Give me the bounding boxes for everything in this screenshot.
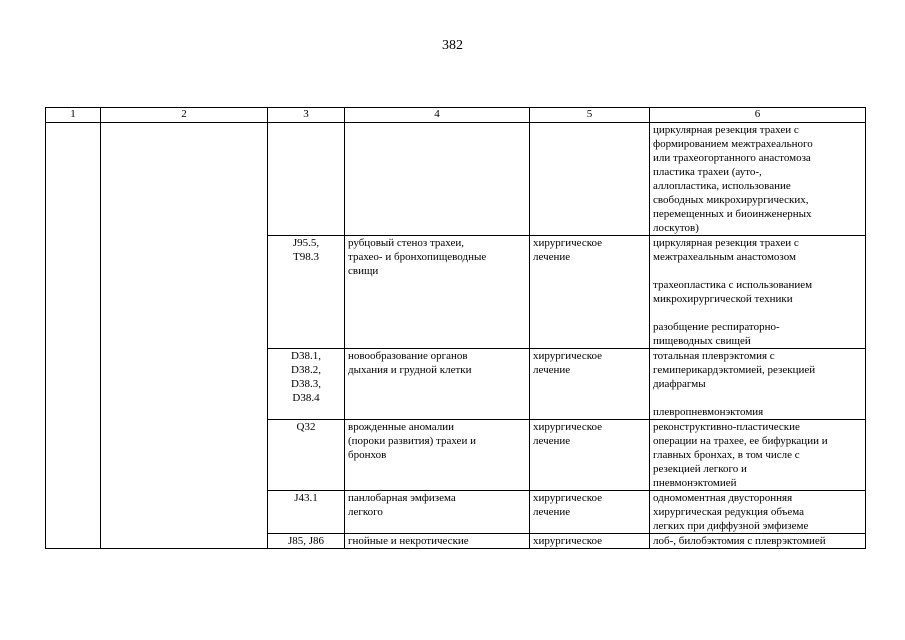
cell-text-line: лечение bbox=[533, 435, 571, 447]
cell-text-line: циркулярная резекция трахеи с bbox=[653, 237, 799, 249]
col-2-cell bbox=[101, 123, 268, 549]
column-header: 1 bbox=[46, 108, 101, 123]
cell-text-line: трахеопластика с использованием bbox=[653, 279, 813, 291]
diagnosis-cell bbox=[345, 236, 530, 349]
column-header: 3 bbox=[268, 108, 345, 123]
icd-code-cell bbox=[268, 123, 345, 236]
diagnosis-cell bbox=[345, 349, 530, 420]
method-paragraph bbox=[653, 491, 862, 533]
cell-text-line: формированием межтрахеального bbox=[653, 138, 813, 150]
paragraph-gap bbox=[653, 391, 862, 405]
cell-text-line: реконструктивно-пластические bbox=[653, 421, 800, 433]
method-paragraph bbox=[653, 123, 862, 235]
cell-text-line: аллопластика, использование bbox=[653, 180, 791, 192]
method-paragraph bbox=[653, 236, 862, 264]
cell-text-line: хирургическое bbox=[533, 535, 603, 547]
paragraph-gap bbox=[653, 264, 862, 278]
treatment-method-cell bbox=[650, 420, 866, 491]
cell-text-line: D38.2, bbox=[291, 364, 321, 376]
icd-code-cell bbox=[268, 491, 345, 534]
icd-code-cell bbox=[268, 420, 345, 491]
cell-text-line: легкого bbox=[348, 506, 383, 518]
cell-text-line: тотальная плеврэктомия с bbox=[653, 350, 775, 362]
cell-text-line: хирургическое bbox=[533, 492, 603, 504]
cell-text-line: одномоментная двусторонняя bbox=[653, 492, 793, 504]
cell-text-line: рубцовый стеноз трахеи, bbox=[348, 237, 465, 249]
icd-code-cell bbox=[268, 534, 345, 549]
cell-text-line: J43.1 bbox=[294, 492, 318, 504]
cell-text-line: лечение bbox=[533, 364, 571, 376]
cell-text-line: главных бронхах, в том числе с bbox=[653, 449, 800, 461]
cell-text-line: свободных микрохирургических, bbox=[653, 194, 809, 206]
cell-text-line: J95.5, bbox=[292, 237, 320, 249]
treatment-method-cell bbox=[650, 534, 866, 549]
cell-text-line: панлобарная эмфизема bbox=[348, 492, 456, 504]
method-paragraph bbox=[653, 420, 862, 490]
cell-text-line: лоб-, билобэктомия с плеврэктомией bbox=[653, 535, 826, 547]
cell-text-line: свищи bbox=[348, 265, 379, 277]
cell-text-line: лечение bbox=[533, 251, 571, 263]
col-1-cell bbox=[46, 123, 101, 549]
cell-text-line: Q32 bbox=[296, 421, 316, 433]
cell-text-line: T98.3 bbox=[293, 251, 319, 263]
cell-text-line: хирургическое bbox=[533, 421, 603, 433]
treatment-method-cell bbox=[650, 236, 866, 349]
column-header: 6 bbox=[650, 108, 866, 123]
cell-text-line: лечение bbox=[533, 506, 571, 518]
cell-text-line: новообразование органов bbox=[348, 350, 468, 362]
cell-text-line: плевропневмонэктомия bbox=[653, 406, 764, 418]
medical-procedures-table bbox=[45, 107, 866, 549]
column-header: 4 bbox=[345, 108, 530, 123]
column-header: 2 bbox=[101, 108, 268, 123]
cell-text-line: или трахеогортанного анастомоза bbox=[653, 152, 811, 164]
cell-text-line: резекцией легкого и bbox=[653, 463, 747, 475]
cell-text-line: пищеводных свищей bbox=[653, 335, 751, 347]
icd-code-cell bbox=[268, 236, 345, 349]
diagnosis-cell bbox=[345, 534, 530, 549]
treatment-type-cell bbox=[530, 420, 650, 491]
method-paragraph bbox=[653, 534, 862, 548]
icd-code-cell bbox=[268, 349, 345, 420]
treatment-method-cell bbox=[650, 349, 866, 420]
cell-text-line: хирургическое bbox=[533, 350, 603, 362]
diagnosis-cell bbox=[345, 123, 530, 236]
cell-text-line: диафрагмы bbox=[653, 378, 706, 390]
paragraph-gap bbox=[653, 306, 862, 320]
cell-text-line: гнойные и некротические bbox=[348, 535, 469, 547]
cell-text-line: J85, J86 bbox=[287, 535, 325, 547]
treatment-type-cell bbox=[530, 236, 650, 349]
cell-text-line: микрохирургической техники bbox=[653, 293, 793, 305]
method-paragraph bbox=[653, 278, 862, 306]
treatment-type-cell bbox=[530, 534, 650, 549]
header-row bbox=[46, 108, 866, 123]
diagnosis-cell bbox=[345, 491, 530, 534]
cell-text-line: бронхов bbox=[348, 449, 387, 461]
treatment-type-cell bbox=[530, 349, 650, 420]
cell-text-line: пластика трахеи (ауто-, bbox=[653, 166, 762, 178]
cell-text-line: хирургическое bbox=[533, 237, 603, 249]
cell-text-line: трахео- и бронхопищеводные bbox=[348, 251, 487, 263]
cell-text-line: операции на трахее, ее бифуркации и bbox=[653, 435, 828, 447]
cell-text-line: лоскутов) bbox=[653, 222, 699, 234]
cell-text-line: D38.3, bbox=[291, 378, 321, 390]
treatment-type-cell bbox=[530, 491, 650, 534]
treatment-type-cell bbox=[530, 123, 650, 236]
cell-text-line: перемещенных и биоинженерных bbox=[653, 208, 812, 220]
cell-text-line: дыхания и грудной клетки bbox=[348, 364, 472, 376]
cell-text-line: D38.4 bbox=[292, 392, 320, 404]
table-row bbox=[46, 123, 866, 236]
method-paragraph bbox=[653, 405, 862, 419]
diagnosis-cell bbox=[345, 420, 530, 491]
method-paragraph bbox=[653, 349, 862, 391]
cell-text-line: (пороки развития) трахеи и bbox=[348, 435, 476, 447]
cell-text-line: гемиперикардэктомией, резекцией bbox=[653, 364, 816, 376]
page-number: 382 bbox=[442, 38, 463, 53]
cell-text-line: легких при диффузной эмфиземе bbox=[653, 520, 809, 532]
cell-text-line: D38.1, bbox=[291, 350, 321, 362]
column-header: 5 bbox=[530, 108, 650, 123]
treatment-method-cell bbox=[650, 123, 866, 236]
cell-text-line: пневмонэктомией bbox=[653, 477, 737, 489]
method-paragraph bbox=[653, 320, 862, 348]
treatment-method-cell bbox=[650, 491, 866, 534]
cell-text-line: разобщение респираторно- bbox=[653, 321, 780, 333]
cell-text-line: врожденные аномалии bbox=[348, 421, 454, 433]
cell-text-line: циркулярная резекция трахеи с bbox=[653, 124, 799, 136]
cell-text-line: межтрахеальным анастомозом bbox=[653, 251, 796, 263]
cell-text-line: хирургическая редукция объема bbox=[653, 506, 805, 518]
